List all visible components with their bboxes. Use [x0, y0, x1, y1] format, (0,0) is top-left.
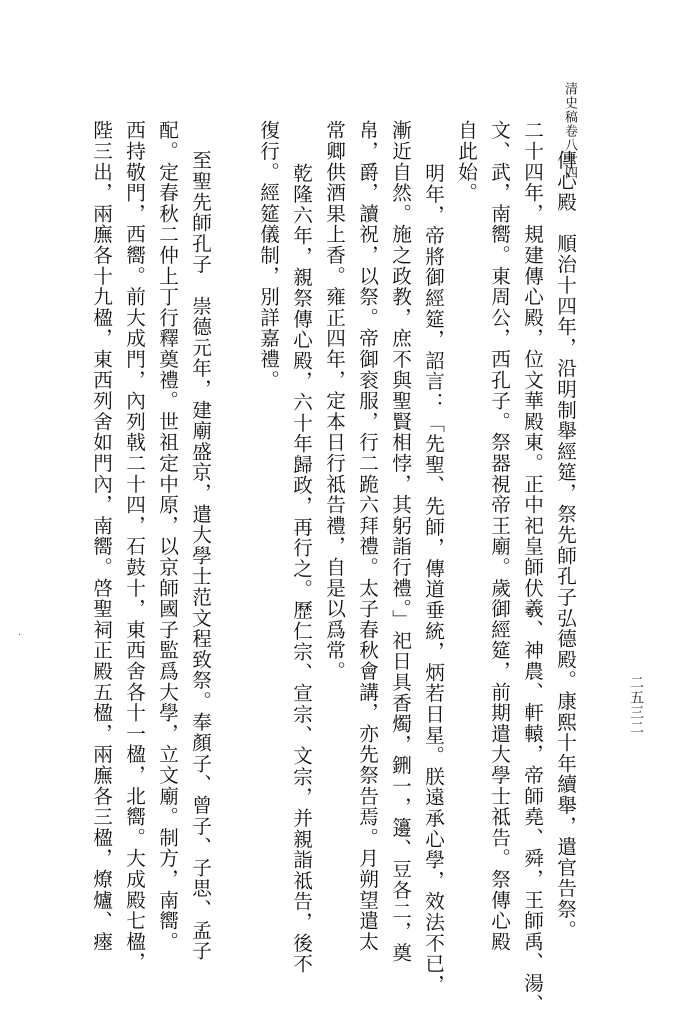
text-column: 復行。經筵儀制，別詳嘉禮。: [256, 120, 280, 391]
text-column: 傳心殿 順治十四年，沿明制舉經筵，祭先師孔子弘德殿。康熙十年續舉，遣官告祭。: [553, 150, 577, 941]
text-column: 乾隆六年，親祭傳心殿，六十年歸政，再行之。歷仁宗、宣宗、文宗，并親詣祗告，後不: [289, 163, 313, 975]
text-column: 漸近自然。施之政教，庶不與聖賢相悖，其躬詣行禮。」祀日具香燭，鉶一，籩、豆各二，奠: [388, 120, 412, 963]
margin-mark: ·: [18, 630, 22, 641]
text-column: 常卿供酒果上香。雍正四年，定本日行祗告禮，自是以爲常。: [322, 120, 346, 682]
text-column: 文、武，南嚮。東周公，西孔子。祭器視帝王廟。歲御經筵，前期遣大學士祗告。祭傳心殿: [487, 120, 511, 952]
text-column: 二十四年，規建傳心殿，位文華殿東。正中祀皇師伏羲、神農、軒轅，帝師堯、舜，王師禹、湯、: [520, 120, 544, 1014]
text-column: 自此始。: [454, 120, 478, 204]
text-column: 配。定春秋二仲上丁行釋奠禮。世祖定中原，以京師國子監爲大學，立文廟。制方，南嚮。: [155, 120, 179, 952]
text-column: 帛，爵，讀祝，以祭。帝御衮服，行二跪六拜禮。太子春秋會講，亦先祭告焉。月朔望遣太: [355, 120, 379, 952]
running-head-title: 清史稿卷八十四: [562, 82, 577, 180]
text-column: 陛三出，兩廡各十九楹，東西列舍如門內，南嚮。啓聖祠正殿五楹，兩廡各三楹，燎爐、瘞: [89, 120, 113, 952]
text-column: 至聖先師孔子 崇德元年，建廟盛京，遣大學士范文程致祭。奉顏子、曾子、子思、孟子: [188, 150, 212, 962]
text-column: 明年，帝將御經筵，詔言：「先聖、先師，傳道垂統，炳若日星。朕遠承心學，效法不已，: [421, 163, 445, 995]
page-number: 二五三二: [628, 675, 644, 735]
text-column: 西持敬門，西嚮。前大成門，內列戟二十四，石鼓十，東西舍各十一楹，北嚮。大成殿七楹，: [122, 120, 146, 973]
